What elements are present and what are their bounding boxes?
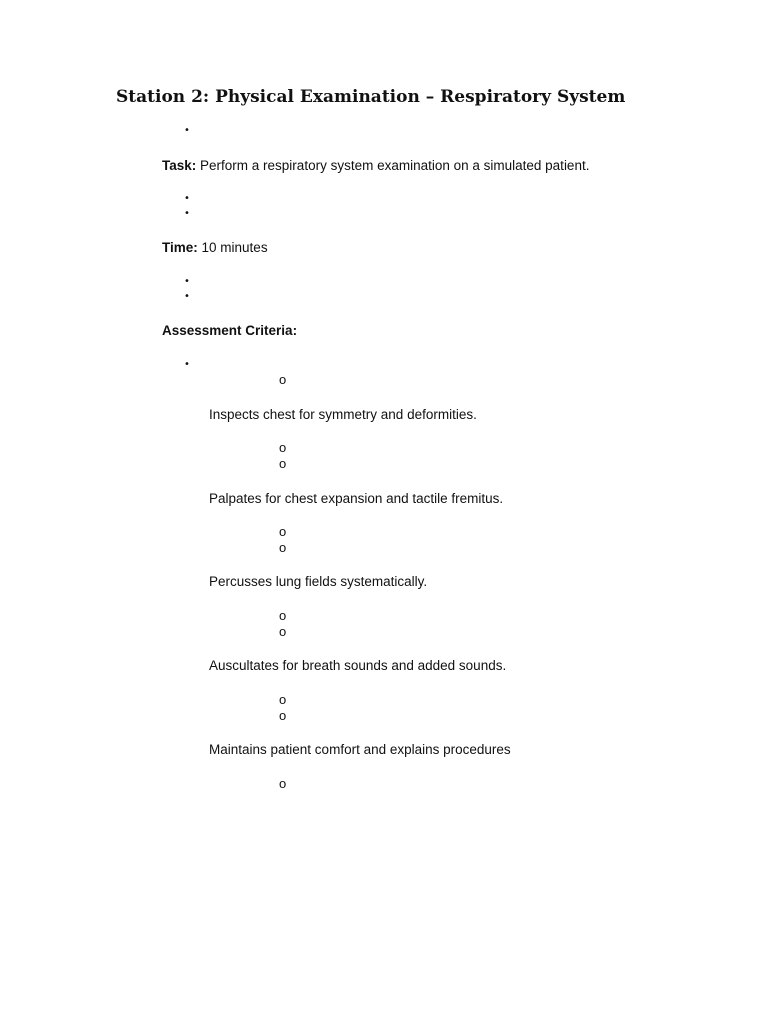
sub-bullet: o: [279, 456, 287, 471]
sub-bullet: o: [279, 540, 287, 555]
time-text: 10 minutes: [201, 240, 268, 255]
criterion-item: Auscultates for breath sounds and added sounds.: [209, 658, 507, 673]
task-line: [162, 157, 589, 175]
list-bullet: •: [184, 125, 190, 136]
list-bullet: •: [184, 276, 190, 287]
task-label: Task:: [162, 158, 197, 173]
criterion-item: Palpates for chest expansion and tactile fremitus.: [209, 491, 504, 506]
assessment-heading: Assessment Criteria:: [162, 323, 298, 338]
list-bullet: •: [184, 291, 190, 302]
time-line: [162, 239, 268, 257]
criterion-item: Percusses lung fields systematically.: [209, 574, 428, 589]
sub-bullet: o: [279, 624, 287, 639]
list-bullet: •: [184, 359, 190, 370]
list-bullet: •: [184, 208, 190, 219]
page-title: Station 2: Physical Examination – Respiratory System: [116, 87, 626, 107]
time-label: Time:: [162, 240, 198, 255]
list-bullet: •: [184, 193, 190, 204]
sub-bullet: o: [279, 372, 287, 387]
criterion-item: Maintains patient comfort and explains procedures: [209, 742, 511, 757]
criterion-item: Inspects chest for symmetry and deformities.: [209, 407, 477, 422]
task-text: Perform a respiratory system examination on a simulated patient.: [200, 158, 590, 173]
sub-bullet: o: [279, 440, 287, 455]
sub-bullet: o: [279, 524, 287, 539]
sub-bullet: o: [279, 608, 287, 623]
sub-bullet: o: [279, 692, 287, 707]
sub-bullet: o: [279, 776, 287, 791]
sub-bullet: o: [279, 708, 287, 723]
